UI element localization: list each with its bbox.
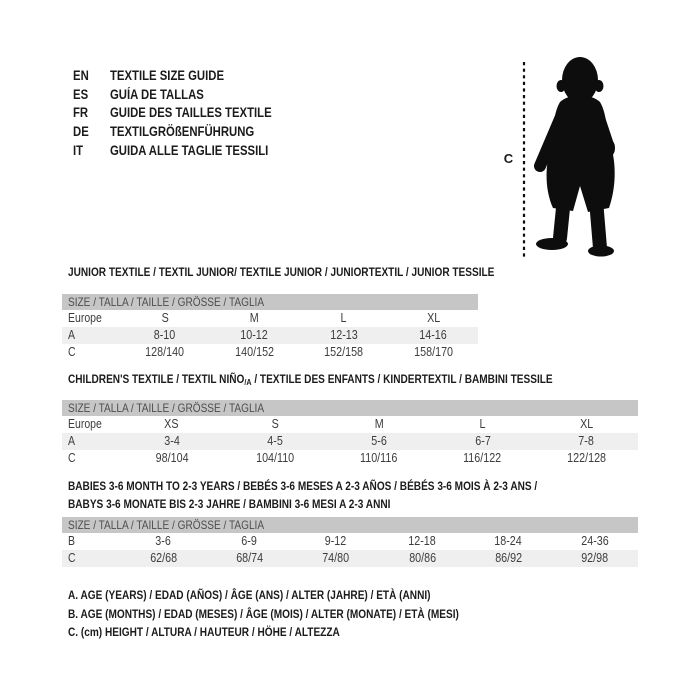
row-label	[62, 416, 120, 433]
size-cell	[120, 344, 210, 361]
size-cell	[224, 416, 328, 433]
size-header-bar	[62, 294, 478, 310]
size-cell	[120, 327, 210, 344]
size-cell-text: L	[340, 311, 347, 325]
size-cell	[534, 433, 638, 450]
size-cell-text: M	[374, 417, 384, 431]
size-cell	[224, 450, 328, 467]
size-cell	[224, 433, 328, 450]
size-cell-text: 6-9	[241, 534, 258, 548]
size-cell-text: 3-4	[164, 434, 180, 448]
size-cell	[120, 433, 224, 450]
row-label-text: A	[68, 328, 76, 342]
size-cell-text: 14-16	[419, 328, 447, 342]
row-label	[62, 344, 120, 361]
size-cell-text: M	[249, 311, 259, 325]
size-cell-text: 152/158	[324, 345, 364, 359]
size-cell-text: XL	[426, 311, 440, 325]
legend-text: A. AGE (YEARS) / EDAD (AÑOS) / ÂGE (ANS) / ALTER (JAHRE) / ETÀ (ANNI)	[68, 588, 431, 602]
legend-line-a	[62, 588, 533, 607]
table-title-text: JUNIOR TEXTILE / TEXTIL JUNIOR/ TEXTILE JUNIOR / JUNIORTEXTIL / JUNIOR TESSILE	[68, 265, 495, 279]
size-cell-text: 6-7	[474, 434, 491, 448]
table-row	[62, 416, 638, 433]
babies-textile-table	[62, 479, 638, 567]
size-cell-text: 80/86	[408, 551, 436, 565]
row-label-text: Europe	[68, 417, 102, 431]
size-cell-text: 92/98	[581, 551, 609, 565]
table-title	[62, 372, 638, 386]
row-label-text: C	[68, 551, 76, 565]
size-cell	[552, 550, 638, 567]
size-cell	[206, 550, 292, 567]
size-cell	[327, 450, 431, 467]
size-cell	[389, 310, 479, 327]
title-post: / TEXTILE DES ENFANTS / KINDERTEXTIL / BAMBINI TESSILE	[251, 372, 553, 386]
language-label: GUIDA ALLE TAGLIE TESSILI	[109, 143, 269, 159]
table-title-line1: BABIES 3-6 MONTH TO 2-3 YEARS / BEBÉS 3-6 MESES A 2-3 AÑOS / BÉBÉS 3-6 MOIS À 2-3 ANS /	[68, 479, 538, 493]
title-subscript: /A	[244, 377, 252, 387]
size-cell	[327, 416, 431, 433]
table-row	[62, 310, 478, 327]
size-cell-text: 116/122	[463, 451, 502, 465]
table-row	[62, 344, 478, 361]
size-cell-text: 122/128	[566, 451, 606, 465]
language-code: FR	[73, 105, 89, 121]
row-label	[62, 550, 120, 567]
size-header-bar	[62, 400, 638, 416]
row-label-text: Europe	[68, 311, 102, 325]
size-cell	[210, 344, 300, 361]
legend-line-b	[62, 607, 533, 626]
size-cell-text: 24-36	[581, 534, 609, 548]
size-cell-text: XL	[579, 417, 593, 431]
table-title-text	[68, 372, 553, 389]
size-cell	[552, 533, 638, 550]
size-cell-text: 18-24	[494, 534, 523, 548]
language-row-en	[73, 66, 272, 85]
row-label	[62, 433, 120, 450]
size-cell	[534, 450, 638, 467]
language-row-it	[73, 141, 272, 160]
row-label	[62, 310, 120, 327]
row-label-text: B	[68, 534, 76, 548]
size-cell-text: 86/92	[495, 551, 522, 565]
row-label	[62, 327, 120, 344]
baby-figure	[500, 48, 650, 263]
size-cell-text: 12-13	[329, 328, 358, 342]
size-header-text: SIZE / TALLA / TAILLE / GRÖSSE / TAGLIA	[68, 518, 265, 532]
size-cell-text: 7-8	[578, 434, 594, 448]
size-cell-text: 98/104	[155, 451, 189, 465]
size-cell-text: 140/152	[234, 345, 274, 359]
language-code: IT	[73, 143, 84, 159]
size-cell-text: 8-10	[153, 328, 176, 342]
size-cell-text: 10-12	[240, 328, 268, 342]
baby-silhouette-graphic	[500, 48, 650, 263]
size-cell	[379, 533, 465, 550]
title-pre: CHILDREN'S TEXTILE / TEXTIL NIÑO	[68, 372, 245, 386]
table-row	[62, 450, 638, 467]
language-code: EN	[73, 67, 89, 83]
size-cell	[431, 416, 535, 433]
size-cell-text: L	[479, 417, 486, 431]
language-label: TEXTILE SIZE GUIDE	[109, 67, 225, 83]
language-title-block	[73, 66, 310, 160]
size-cell	[389, 344, 479, 361]
size-cell-text: 3-6	[155, 534, 171, 548]
size-cell	[120, 550, 206, 567]
size-cell-text: S	[271, 417, 279, 431]
size-header-text: SIZE / TALLA / TAILLE / GRÖSSE / TAGLIA	[68, 295, 265, 309]
size-cell-text: 62/68	[149, 551, 177, 565]
size-cell-text: 68/74	[236, 551, 263, 565]
size-cell-text: 12-18	[408, 534, 436, 548]
size-cell	[431, 433, 535, 450]
size-cell	[206, 533, 292, 550]
row-label-text: C	[68, 345, 76, 359]
size-cell	[534, 416, 638, 433]
size-cell	[120, 416, 224, 433]
size-cell-text: S	[161, 311, 169, 325]
row-label-text: A	[68, 434, 76, 448]
table-row	[62, 550, 638, 567]
table-title	[62, 497, 638, 515]
children-textile-table	[62, 372, 638, 467]
size-cell	[389, 327, 479, 344]
legend-line-c	[62, 625, 533, 644]
language-label: GUÍA DE TALLAS	[109, 86, 204, 102]
size-cell-text: 158/170	[413, 345, 453, 359]
size-cell-text: 4-5	[267, 434, 284, 448]
table-title-line2: BABYS 3-6 MONATE BIS 2-3 JAHRE / BAMBINI 3-6 MESI A 2-3 ANNI	[68, 497, 391, 511]
size-cell	[431, 450, 535, 467]
size-cell	[299, 327, 389, 344]
size-cell	[379, 550, 465, 567]
table-row	[62, 327, 478, 344]
table-row	[62, 533, 638, 550]
language-row-es	[73, 85, 272, 104]
row-label	[62, 533, 120, 550]
size-cell	[120, 533, 206, 550]
size-cell	[465, 533, 551, 550]
size-cell-text: 74/80	[322, 551, 350, 565]
size-cell-text: 9-12	[325, 534, 347, 548]
size-cell	[210, 310, 300, 327]
size-header-text: SIZE / TALLA / TAILLE / GRÖSSE / TAGLIA	[68, 401, 265, 415]
junior-textile-table	[62, 265, 495, 361]
language-row-de	[73, 122, 272, 141]
language-label: GUIDE DES TAILLES TEXTILE	[109, 105, 272, 121]
size-cell	[120, 310, 210, 327]
size-cell	[465, 550, 551, 567]
size-cell-text: 5-6	[371, 434, 387, 448]
size-cell	[327, 433, 431, 450]
size-cell	[299, 310, 389, 327]
size-cell	[299, 344, 389, 361]
language-code: ES	[73, 86, 89, 102]
size-cell-text: 128/140	[145, 345, 185, 359]
size-cell-text: 104/110	[256, 451, 295, 465]
row-label	[62, 450, 120, 467]
language-row-fr	[73, 104, 272, 123]
size-cell	[293, 550, 379, 567]
size-cell-text: 110/116	[360, 451, 398, 465]
legend-text: B. AGE (MONTHS) / EDAD (MESES) / ÂGE (MOIS) / ALTER (MONATE) / ETÀ (MESI)	[68, 606, 459, 621]
table-row	[62, 433, 638, 450]
table-title	[62, 479, 638, 497]
size-cell-text: XS	[164, 417, 179, 431]
language-code: DE	[73, 124, 89, 140]
baby-silhouette	[536, 57, 615, 257]
measurement-legend	[62, 588, 533, 644]
height-measure-label: C	[503, 151, 514, 166]
table-title	[62, 265, 495, 279]
size-header-bar	[62, 517, 638, 533]
row-label-text: C	[68, 451, 76, 465]
size-cell	[293, 533, 379, 550]
size-cell	[210, 327, 300, 344]
size-cell	[120, 450, 224, 467]
language-label: TEXTILGRÖßENFÜHRUNG	[109, 124, 255, 140]
legend-text: C. (cm) HEIGHT / ALTURA / HAUTEUR / HÖHE / ALTEZZA	[68, 625, 340, 639]
